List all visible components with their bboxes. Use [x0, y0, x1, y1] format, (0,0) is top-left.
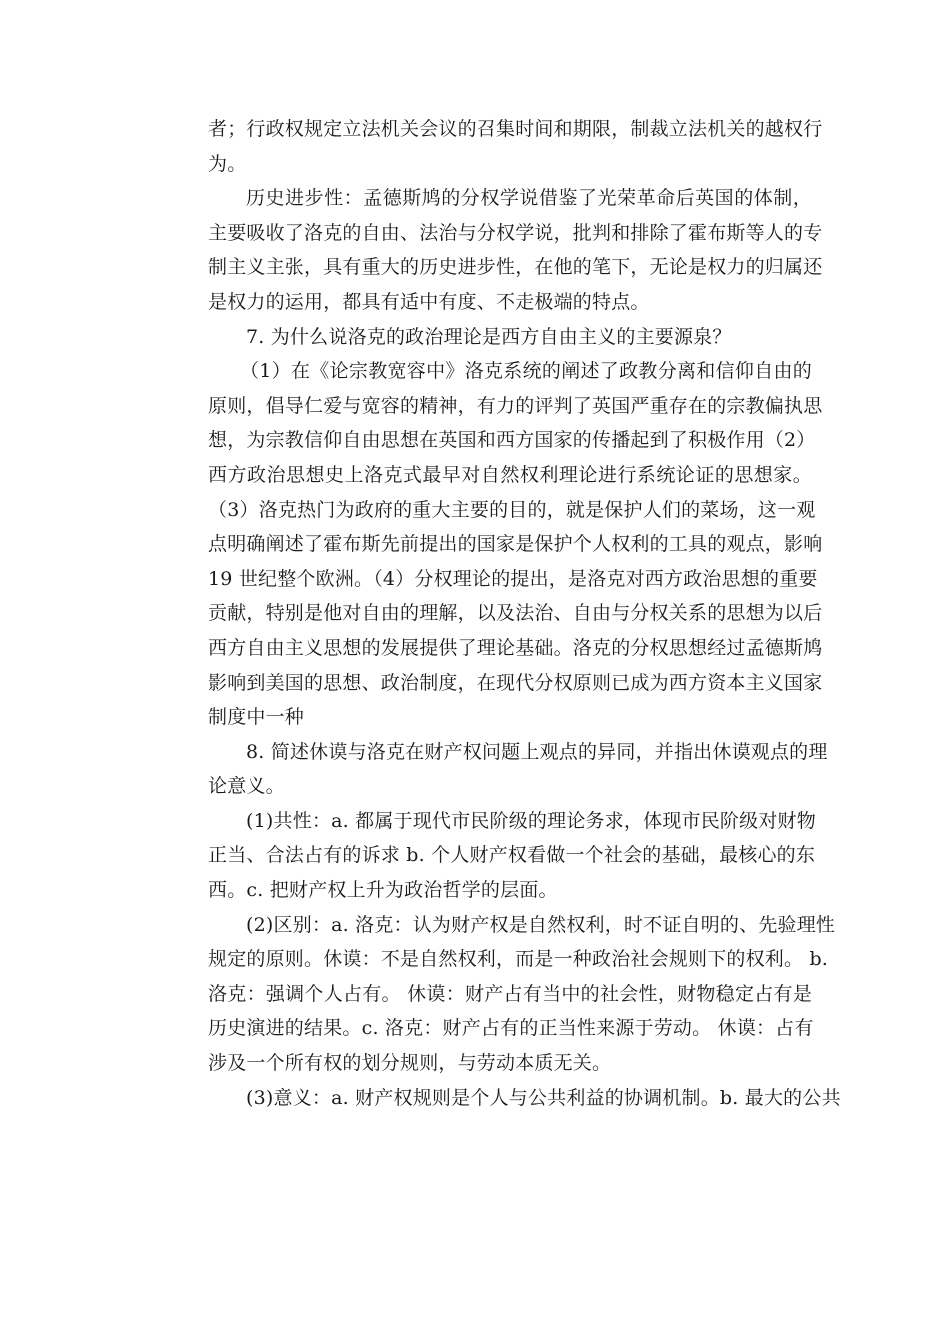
- text-line: 原则，倡导仁爱与宽容的精神，有力的评判了英国严重存在的宗教偏执思: [208, 394, 823, 417]
- text-line: 历史演进的结果。c. 洛克：财产占有的正当性来源于劳动。 休谟：占有: [208, 1017, 814, 1040]
- text-line: 主要吸收了洛克的自由、法治与分权学说，批判和排除了霍布斯等人的专: [208, 221, 823, 244]
- text-line: 影响到美国的思想、政治制度，在现代分权原则已成为西方资本主义国家: [208, 671, 823, 694]
- text-line: 贡献，特别是他对自由的理解，以及法治、自由与分权关系的思想为以后: [208, 602, 823, 625]
- text-line: 制度中一种: [208, 706, 305, 729]
- text-line: （3）洛克热门为政府的重大主要的目的，就是保护人们的菜场，这一观: [208, 498, 816, 521]
- paragraph-start: 历史进步性：孟德斯鸠的分权学说借鉴了光荣革命后英国的体制，: [246, 187, 812, 210]
- text-line: 洛克：强调个人占有。 休谟：财产占有当中的社会性，财物稳定占有是: [208, 982, 812, 1005]
- text-line: 者；行政权规定立法机关会议的召集时间和期限，制裁立法机关的越权行: [208, 118, 823, 140]
- document-page: [208, 112, 841, 1115]
- paragraph-start: (2)区别：a. 洛克：认为财产权是自然权利，时不证自明的、先验理性: [246, 913, 836, 936]
- paragraph-start: （1）在《论宗教宽容中》洛克系统的阐述了政教分离和信仰自由的: [240, 360, 812, 383]
- text-line: 点明确阐述了霍布斯先前提出的国家是保护个人权利的工具的观点，影响: [208, 533, 823, 556]
- paragraph-start: (1)共性：a. 都属于现代市民阶级的理论务求，体现市民阶级对财物: [246, 809, 816, 832]
- question-heading-8: 8. 简述休谟与洛克在财产权问题上观点的异同，并指出休谟观点的理: [246, 740, 828, 763]
- text-line: 西方自由主义思想的发展提供了理论基础。洛克的分权思想经过孟德斯鸠: [208, 636, 823, 659]
- text-line: 规定的原则。休谟：不是自然权利，而是一种政治社会规则下的权利。 b.: [208, 948, 829, 971]
- text-line: 正当、合法占有的诉求 b. 个人财产权看做一个社会的基础，最核心的东: [208, 844, 816, 867]
- text-line: 制主义主张，具有重大的历史进步性，在他的笔下，无论是权力的归属还: [208, 256, 823, 279]
- text-line: 是权力的运用，都具有适中有度、不走极端的特点。: [208, 290, 650, 313]
- text-line: 19 世纪整个欧洲。（4）分权理论的提出，是洛克对西方政治思想的重要: [208, 567, 818, 590]
- text-line: 西方政治思想史上洛克式最早对自然权利理论进行系统论证的思想家。: [208, 463, 812, 486]
- text-line: 西。c. 把财产权上升为政治哲学的层面。: [208, 879, 558, 902]
- paragraph-start: (3)意义：a. 财产权规则是个人与公共利益的协调机制。b. 最大的公共: [246, 1086, 841, 1109]
- question-heading-7: 7. 为什么说洛克的政治理论是西方自由主义的主要源泉？: [246, 325, 732, 348]
- text-line: 论意义。: [208, 775, 285, 798]
- text-line: 想，为宗教信仰自由思想在英国和西方国家的传播起到了积极作用（2）: [208, 429, 816, 452]
- text-line: 涉及一个所有权的划分规则，与劳动本质无关。: [208, 1052, 612, 1075]
- text-line: 为。: [208, 152, 247, 175]
